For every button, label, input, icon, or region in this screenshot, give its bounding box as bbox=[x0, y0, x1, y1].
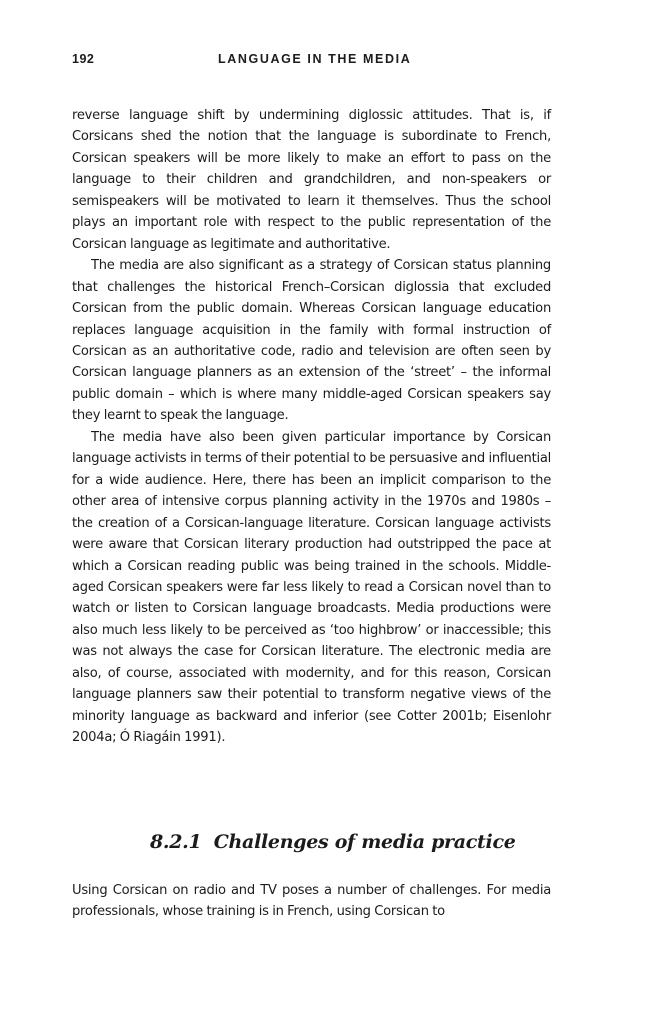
book-page bbox=[72, 0, 551, 1017]
section-body-text bbox=[72, 880, 551, 923]
paragraph: The media have also been given particular importance by Corsican language activists in terms of their potential to be persuasive and influential for a wide audience. Here, there has been an implicit comparison to the other area of intensive corpus planning activity in the 1970s and 1980s – the creation of a Corsican-language literature. Corsican language activists were aware that Corsican literary production had outstripped the pace at which a Corsican reading public was being trained in the schools. Middle-aged Corsican speakers were far less likely to read a Corsican novel than to watch or listen to Corsican language broadcasts. Media productions were also much less likely to be perceived as ‘too highbrow’ or inaccessible; this was not always the case for Corsican literature. The electronic media are also, of course, associated with modernity, and for this reason, Corsican language planners saw their potential to transform negative views of the minority language as backward and inferior (see Cotter 2001b; Eisenlohr 2004a; Ó Riagáin 1991). bbox=[72, 429, 551, 746]
paragraph: Using Corsican on radio and TV poses a number of challenges. For media professionals, whose training is in French, using Corsican to bbox=[72, 883, 551, 920]
section-heading bbox=[150, 829, 551, 855]
section-title: Challenges of media practice bbox=[213, 831, 516, 853]
paragraph: reverse language shift by undermining diglossic attitudes. That is, if Corsicans shed the notion that the language is subordinate to French, Corsican speakers will be more likely to make an effort to pass on the language to their children and grandchildren, and non-speakers or semispeakers will be motivated to learn it themselves. Thus the school plays an important role with respect to the public representation of the Corsican language as legitimate and authoritative. bbox=[72, 108, 551, 252]
paragraph: The media are also significant as a strategy of Corsican status planning that challenges the historical French–Corsican diglossia that excluded Corsican from the public domain. Whereas Corsican language education replaces language acquisition in the family with formal instruction of Corsican as an authoritative code, radio and television are often seen by Corsican language planners as an extension of the ‘street’ – the informal public domain – which is where many middle-aged Corsican speakers say they learnt to speak the language. bbox=[72, 258, 551, 424]
page-number: 192 bbox=[72, 52, 95, 66]
running-head bbox=[72, 52, 551, 70]
body-text bbox=[72, 105, 551, 749]
running-title: LANGUAGE IN THE MEDIA bbox=[218, 52, 412, 66]
section-number: 8.2.1 bbox=[150, 831, 202, 853]
